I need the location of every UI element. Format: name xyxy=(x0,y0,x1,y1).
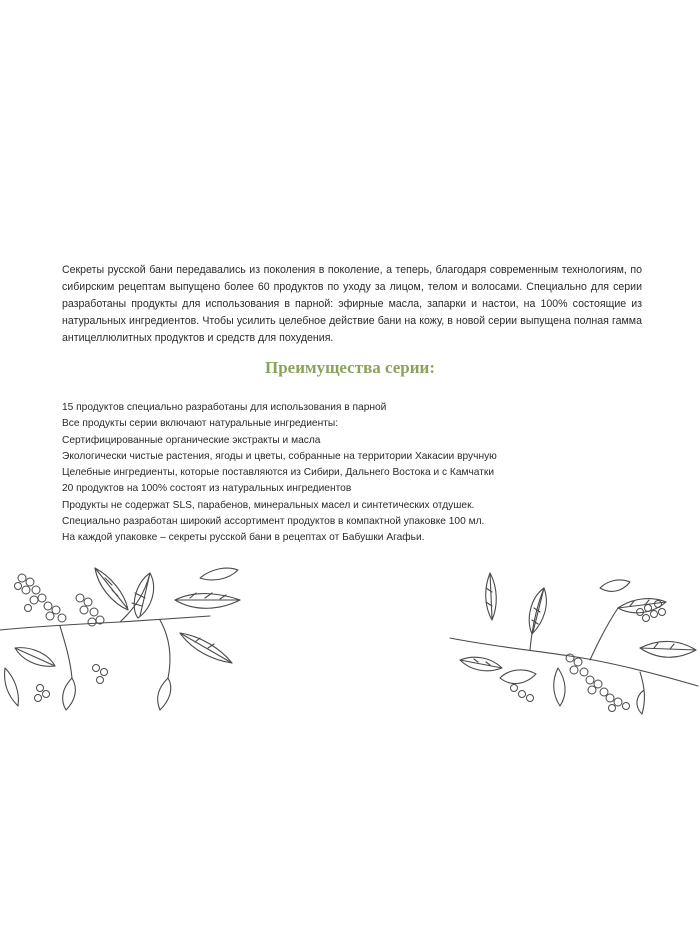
intro-paragraph: Секреты русской бани передавались из поколения в поколение, а теперь, благодаря современным технологиям, по сибирским рецептам выпущено более 60 продуктов по уходу за лицом, телом и волосами. Специально для серии разработаны продукты для использования в парной: эфирные масла, запарки и настои, на 100% состоящие из натуральных ингредиентов. Чтобы усилить целебное действие бани на кожу, в новой серии выпущена полная гамма антицеллюлитных продуктов и средств для похудения. xyxy=(62,264,642,344)
benefit-item: Экологически чистые растения, ягоды и цветы, собранные на территории Хакасии вручную xyxy=(62,450,497,462)
benefit-item: Специально разработан широкий ассортимент продуктов в компактной упаковке 100 мл. xyxy=(62,516,485,528)
benefit-item: Целебные ингредиенты, которые поставляются из Сибири, Дальнего Востока и с Камчатки xyxy=(62,467,495,479)
benefit-item: На каждой упаковке – секреты русской бани в рецептах от Бабушки Агафьи. xyxy=(62,532,425,544)
benefit-item: Продукты не содержат SLS, парабенов, минеральных масел и синтетических отдушек. xyxy=(62,499,475,511)
benefit-item: 15 продуктов специально разработаны для использования в парной xyxy=(62,402,387,413)
benefits-list xyxy=(62,400,622,547)
benefit-item: 20 продуктов на 100% состоят из натуральных ингредиентов xyxy=(62,483,352,495)
benefits-heading: Преимущества серии: xyxy=(264,358,436,377)
bird-cherry-branch-icon xyxy=(440,568,700,716)
bird-cherry-branch-icon xyxy=(0,538,250,713)
benefit-item: Сертифицированные органические экстракты и масла xyxy=(62,434,321,446)
benefit-item: Все продукты серии включают натуральные ингредиенты: xyxy=(62,418,339,430)
